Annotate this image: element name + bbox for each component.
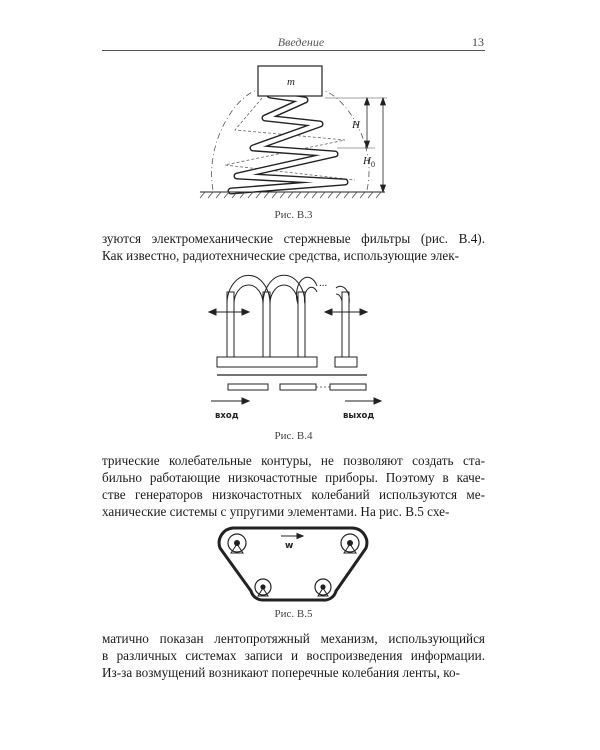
figure-b3-caption: Рис. В.3	[274, 209, 313, 221]
text-line: трические колебательные контуры, не позволяют создать ста-	[102, 453, 485, 468]
paragraph-3	[102, 630, 485, 681]
text-line: бильно работающие низкочастотные приборы. Поэтому в каче-	[102, 470, 485, 485]
dimension-h0	[381, 98, 386, 192]
input-label: вход	[215, 411, 239, 421]
header-rule	[102, 50, 485, 51]
output-label: выход	[343, 411, 375, 421]
dimension-h0-label: $H_0$	[363, 155, 375, 169]
figure-b5-tape-drive	[205, 520, 395, 605]
text-line: ханические системы с упругими элементами. На рис. В.5 схе-	[102, 504, 450, 519]
figure-b4-rod-filter	[195, 272, 395, 427]
text-line: стве генераторов низкочастотных колебаний используются ме-	[102, 487, 485, 502]
page-number: 13	[472, 35, 484, 49]
mass-label: m	[287, 76, 295, 88]
transducer-strip	[228, 384, 366, 390]
figure-b3-spring	[195, 60, 405, 200]
coupling-arches	[227, 275, 349, 304]
base-plate-right	[335, 357, 357, 367]
figure-b5-caption: Рис. В.5	[274, 608, 313, 620]
velocity-arrow	[281, 534, 303, 539]
text-line: Как известно, радиотехнические средства, использующие элек-	[102, 248, 460, 263]
pulley-top-left	[228, 534, 246, 553]
velocity-label: w	[285, 541, 294, 551]
base-plate	[217, 357, 317, 367]
dimension-h	[365, 98, 370, 148]
pulley-top-right	[341, 534, 359, 553]
pulley-bottom-right	[315, 579, 331, 596]
text-line: Из-за возмущений возникают поперечные колебания ленты, ко-	[102, 665, 460, 680]
filter-rods	[227, 292, 349, 367]
paragraph-1	[102, 230, 485, 264]
running-header-title: Введение	[277, 35, 325, 49]
pulley-bottom-left	[255, 579, 271, 596]
continuation-ellipsis: ...	[319, 277, 328, 289]
text-line: зуются электромеханические стержневые фильтры (рис. В.4).	[102, 231, 485, 246]
paragraph-2	[102, 452, 485, 520]
figure-b4-caption: Рис. В.4	[274, 430, 313, 442]
text-line: в различных системах записи и воспроизведения информации.	[102, 648, 485, 663]
dimension-h-label: H	[352, 119, 360, 131]
text-line: матично показан лентопротяжный механизм, использующийся	[102, 631, 485, 646]
envelope-arc-right	[323, 90, 369, 190]
